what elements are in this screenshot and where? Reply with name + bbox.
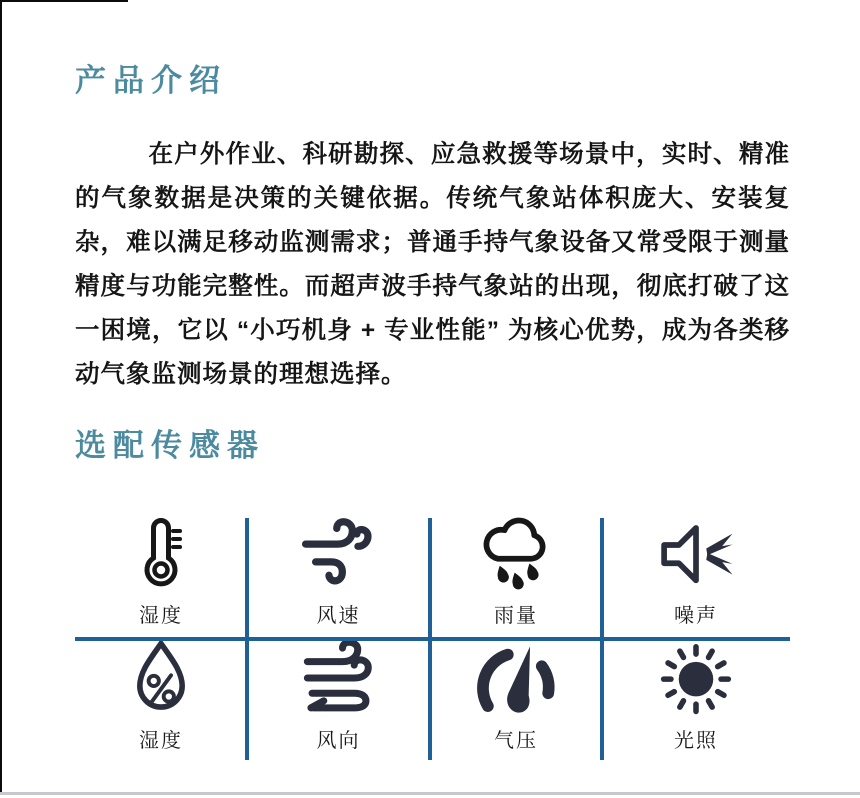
sun-icon: [656, 639, 736, 717]
wind-direction-icon: [298, 639, 380, 717]
section-title-optional-sensors: 选配传感器: [75, 428, 265, 463]
speaker-noise-icon: [655, 514, 737, 592]
sensor-cell-wind-speed: [247, 514, 430, 639]
sensor-label: 湿度: [139, 605, 183, 627]
sensor-label: 气压: [494, 730, 538, 752]
page-border-bottom: [0, 792, 860, 795]
sensor-label: 噪声: [674, 605, 718, 627]
product-intro-paragraph: 在户外作业、科研勘探、应急救援等场景中，实时、精准的气象数据是决策的关键依据。传统气象站体积庞大、安装复杂，难以满足移动监测需求；普通手持气象设备又常受限于测量精度与功能完整性。而超声波手持气象站的出现，彻底打破了这一困境，它以 “小巧机身 + 专业性能” 为核心优势，成为各类移动气象监测场景的理想选择。: [75, 141, 790, 388]
sensor-cell-rainfall: [430, 514, 602, 639]
sensor-cell-light: [602, 639, 790, 764]
sensor-cell-noise: [602, 514, 790, 639]
sensor-cell-wind-direction: [247, 639, 430, 764]
sensor-label: 光照: [674, 730, 718, 752]
wind-speed-icon: [300, 514, 378, 592]
thermometer-icon: [126, 512, 196, 592]
sensor-grid: [75, 514, 790, 764]
sensor-cell-pressure: [430, 639, 602, 764]
section-title-product-intro: 产品介绍: [75, 63, 227, 98]
grid-divider-horizontal: [75, 637, 790, 641]
humidity-drop-icon: [122, 637, 200, 717]
page-border-left: [0, 0, 2, 793]
sensor-label: 风速: [316, 605, 361, 627]
sensor-label: 风向: [316, 730, 361, 752]
pressure-gauge-icon: [475, 639, 557, 717]
sensor-cell-temperature: [75, 514, 247, 639]
sensor-label: 雨量: [494, 605, 538, 627]
rain-cloud-icon: [476, 514, 556, 592]
sensor-label: 湿度: [139, 730, 183, 752]
sensor-cell-humidity: [75, 639, 247, 764]
page-border-top: [0, 0, 128, 2]
